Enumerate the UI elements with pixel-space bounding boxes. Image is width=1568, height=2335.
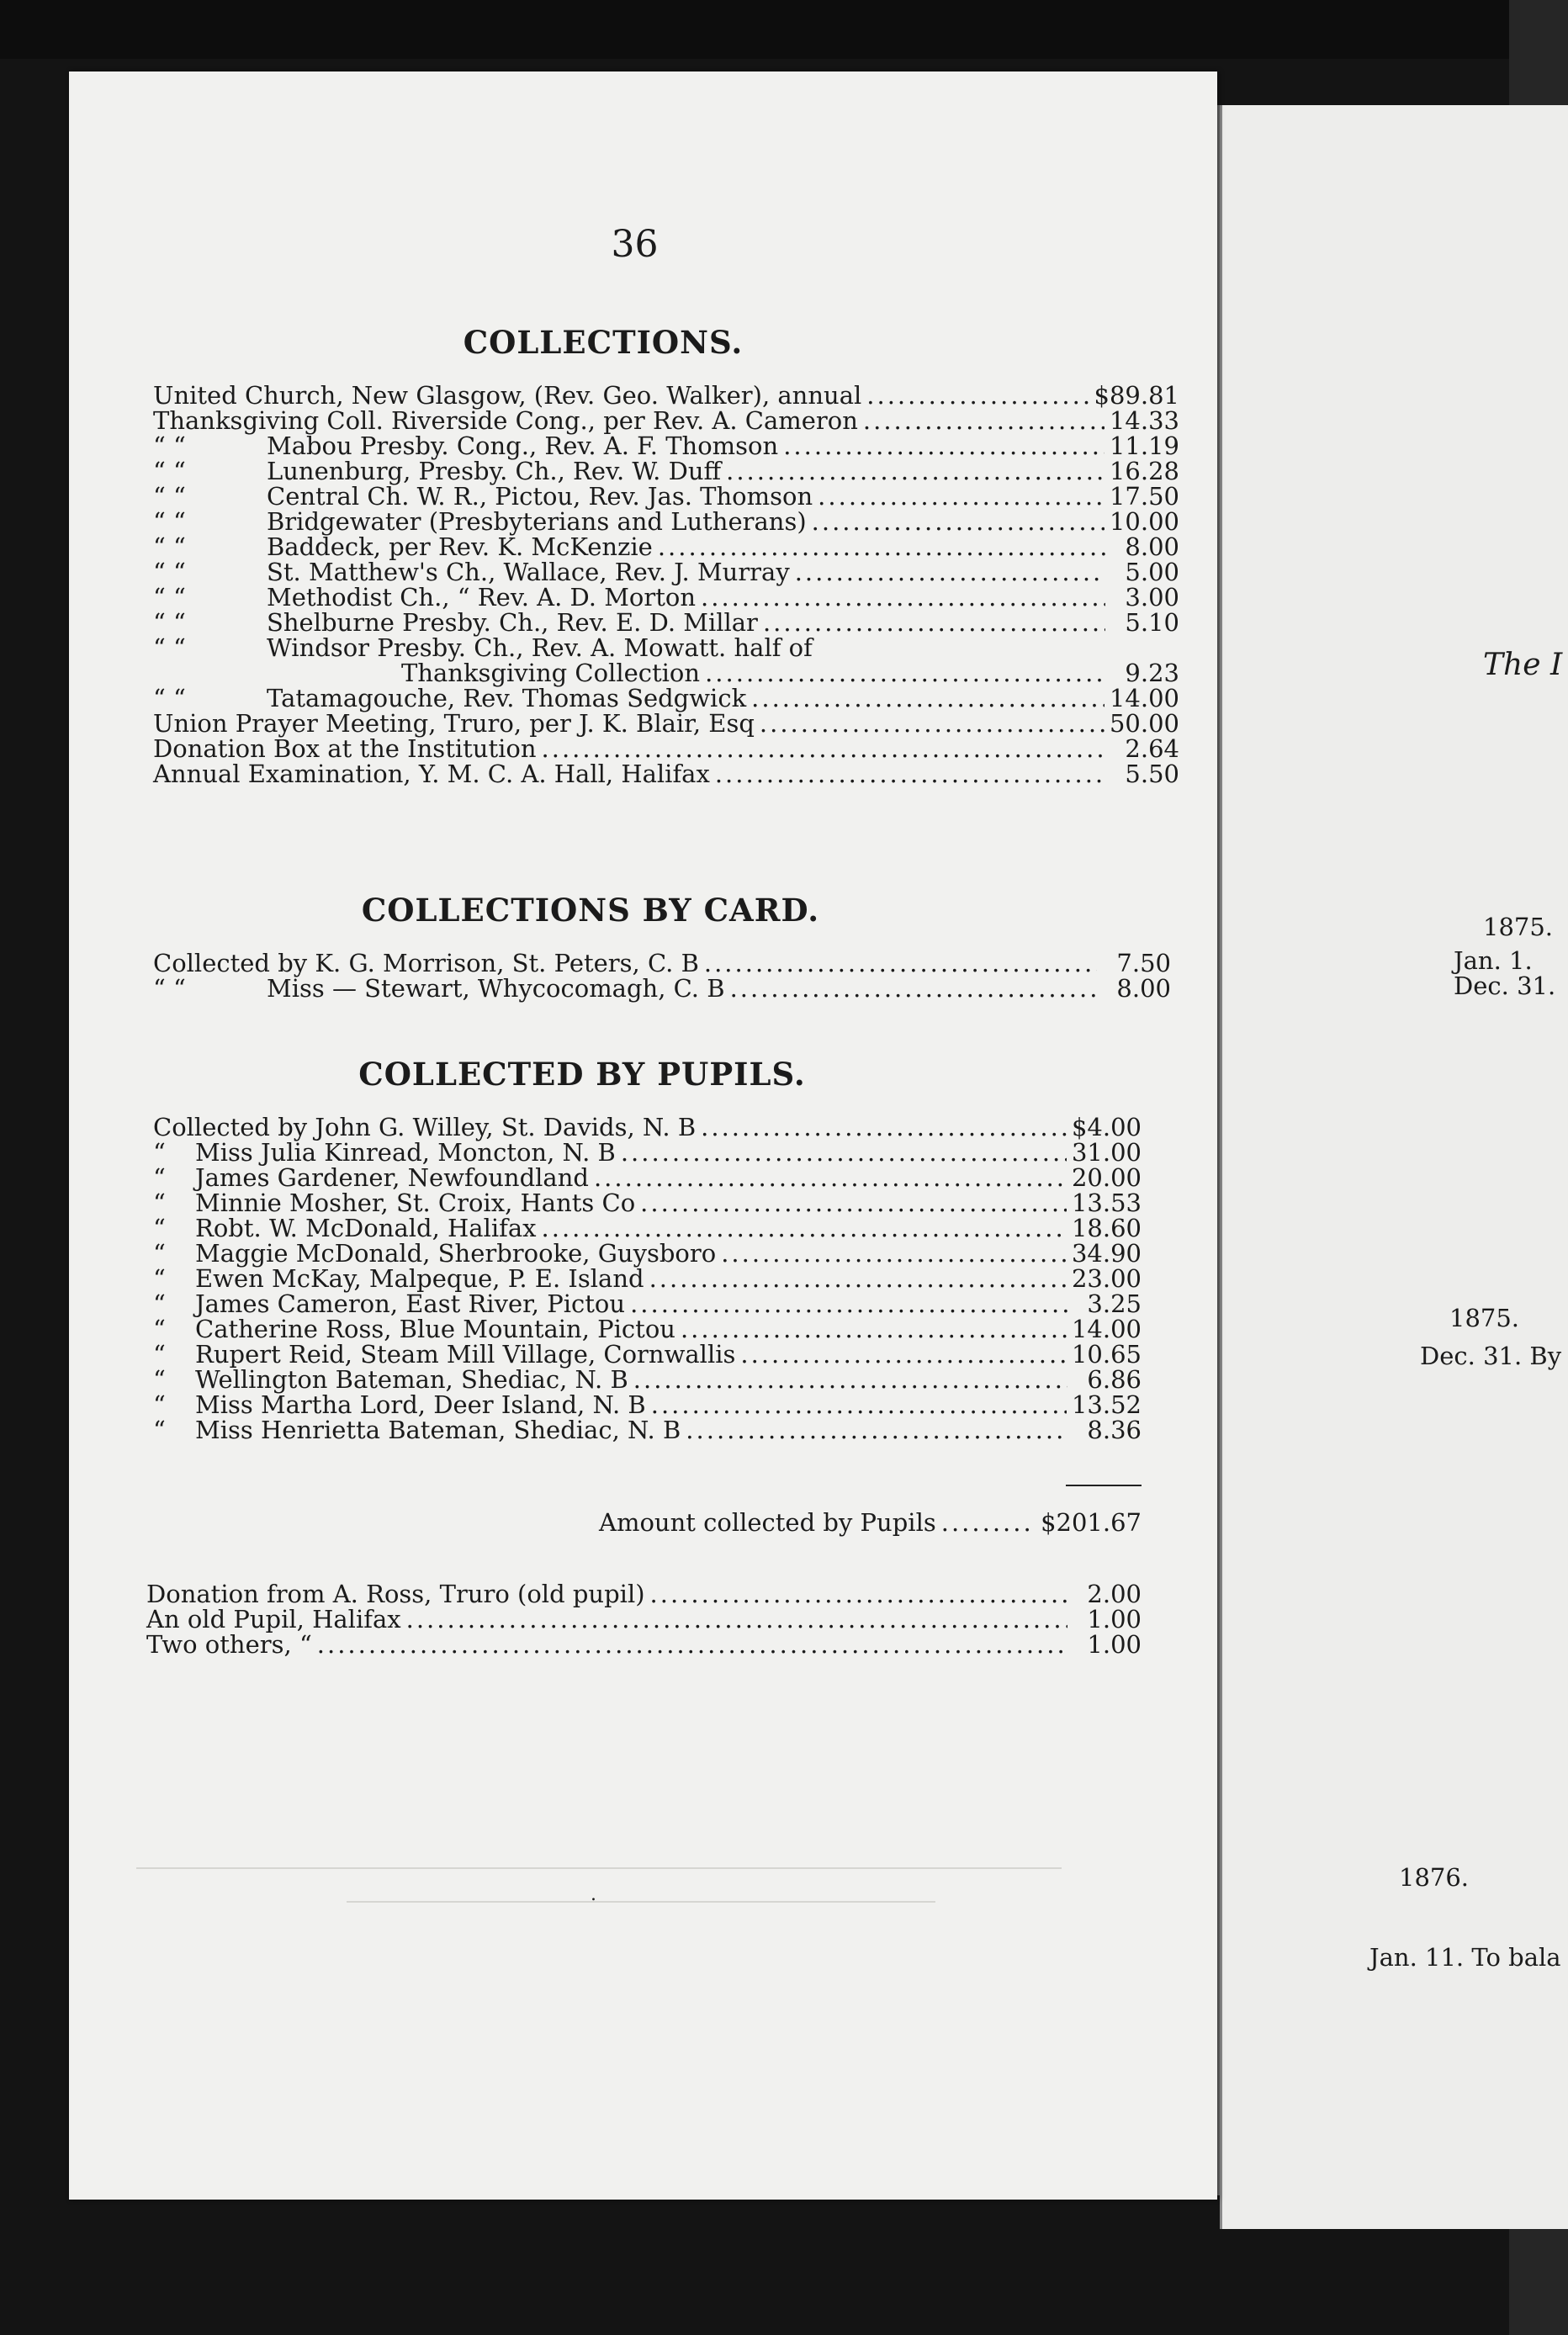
facing-page-row: Dec. 31. By bbox=[1420, 1342, 1562, 1370]
leader-dots bbox=[542, 736, 1105, 761]
ditto-mark: “ “ bbox=[153, 457, 186, 485]
donation-entry bbox=[146, 1581, 1142, 1607]
ditto-mark: “ “ bbox=[153, 633, 186, 662]
entry-amount: $4.00 bbox=[1071, 1113, 1142, 1141]
ditto-mark: “ “ bbox=[153, 974, 186, 1003]
entry-amount: 14.00 bbox=[1071, 1315, 1142, 1343]
ditto-mark: “ “ bbox=[153, 583, 186, 612]
facing-page bbox=[1220, 105, 1568, 2229]
sum-rule bbox=[1066, 1485, 1142, 1486]
entry-label: Union Prayer Meeting, Truro, per J. K. Blair, Esq bbox=[153, 709, 755, 738]
entry-label: Collected by John G. Willey, St. Davids, N. B bbox=[153, 1113, 697, 1141]
collection-entry bbox=[153, 484, 1179, 509]
entry-amount: 13.53 bbox=[1071, 1189, 1142, 1217]
leader-dots bbox=[701, 585, 1105, 610]
entry-amount: 2.00 bbox=[1087, 1580, 1142, 1608]
leader-dots bbox=[751, 686, 1104, 711]
leader-dots bbox=[715, 761, 1105, 786]
page-number: 36 bbox=[611, 223, 659, 266]
collection-entry bbox=[153, 761, 1179, 786]
leader-dots bbox=[941, 1510, 1036, 1535]
entry-label: Methodist Ch., “ Rev. A. D. Morton bbox=[267, 583, 697, 612]
entry-label: Baddeck, per Rev. K. McKenzie bbox=[267, 532, 653, 561]
ditto-mark: “ bbox=[153, 1163, 166, 1192]
entry-label: St. Matthew's Ch., Wallace, Rev. J. Murray bbox=[267, 558, 790, 586]
entry-label: Thanksgiving Coll. Riverside Cong., per Rev. A. Cameron bbox=[153, 406, 858, 435]
leader-dots bbox=[783, 433, 1104, 458]
entry-amount: 3.00 bbox=[1125, 583, 1179, 612]
entry-amount: 20.00 bbox=[1071, 1163, 1142, 1192]
ditto-mark: “ bbox=[153, 1416, 166, 1444]
entry-label: Miss — Stewart, Whycocomagh, C. B bbox=[267, 974, 725, 1003]
entry-label: Miss Henrietta Bateman, Shediac, N. B bbox=[195, 1416, 681, 1444]
collection-entry bbox=[153, 383, 1179, 408]
entry-amount: 9.23 bbox=[1125, 659, 1179, 687]
ditto-mark: “ “ bbox=[153, 432, 186, 460]
leader-dots bbox=[863, 408, 1104, 433]
entry-amount: 14.00 bbox=[1109, 684, 1179, 712]
entry-amount: 34.90 bbox=[1071, 1239, 1142, 1268]
leader-dots bbox=[621, 1140, 1067, 1165]
entry-amount: 5.50 bbox=[1125, 760, 1179, 788]
entry-amount: 8.36 bbox=[1087, 1416, 1142, 1444]
ditto-mark: “ “ bbox=[153, 558, 186, 586]
leader-dots bbox=[649, 1266, 1067, 1291]
pupil-entry bbox=[153, 1165, 1142, 1190]
entry-label: Two others, “ bbox=[146, 1630, 312, 1659]
ditto-mark: “ bbox=[153, 1189, 166, 1217]
leader-dots bbox=[795, 559, 1105, 585]
collection-entry bbox=[153, 660, 1179, 686]
ditto-mark: “ “ bbox=[153, 532, 186, 561]
facing-page-row: Jan. 1. bbox=[1454, 946, 1533, 975]
leader-dots bbox=[406, 1607, 1067, 1632]
bleed-through-line bbox=[136, 1867, 1062, 1869]
entry-label: Bridgewater (Presbyterians and Lutherans) bbox=[267, 507, 807, 536]
entry-label: Windsor Presby. Ch., Rev. A. Mowatt. half of bbox=[267, 633, 813, 662]
facing-page-year: 1875. bbox=[1483, 913, 1554, 941]
leader-dots bbox=[686, 1417, 1067, 1443]
leader-dots bbox=[594, 1165, 1067, 1190]
ditto-mark: “ “ bbox=[153, 507, 186, 536]
pupil-entry bbox=[153, 1241, 1142, 1266]
entry-label: Thanksgiving Collection bbox=[401, 659, 701, 687]
ditto-mark: “ “ bbox=[153, 608, 186, 637]
pupil-entry bbox=[153, 1392, 1142, 1417]
leader-dots bbox=[658, 534, 1105, 559]
ditto-mark: “ bbox=[153, 1239, 166, 1268]
stray-mark: . bbox=[591, 1884, 596, 1905]
pupil-entry bbox=[153, 1266, 1142, 1291]
collection-entry bbox=[153, 610, 1179, 635]
ditto-mark: “ bbox=[153, 1138, 166, 1167]
section-heading-collected-by-pupils: COLLECTED BY PUPILS. bbox=[358, 1056, 806, 1093]
entry-label: Catherine Ross, Blue Mountain, Pictou bbox=[195, 1315, 675, 1343]
leader-dots bbox=[701, 1115, 1067, 1140]
leader-dots bbox=[633, 1367, 1067, 1392]
pupil-entry bbox=[153, 1115, 1142, 1140]
entry-label: Minnie Mosher, St. Croix, Hants Co bbox=[195, 1189, 636, 1217]
facing-page-year: 1875. bbox=[1449, 1304, 1520, 1332]
section-heading-collections: COLLECTIONS. bbox=[463, 324, 744, 361]
entry-amount: $89.81 bbox=[1094, 381, 1179, 410]
entry-label: Robt. W. McDonald, Halifax bbox=[195, 1214, 537, 1242]
ditto-mark: “ “ bbox=[153, 684, 186, 712]
entry-amount: 31.00 bbox=[1071, 1138, 1142, 1167]
entry-amount: 11.19 bbox=[1109, 432, 1179, 460]
entry-label: Annual Examination, Y. M. C. A. Hall, Halifax bbox=[153, 760, 710, 788]
entry-label: James Gardener, Newfoundland bbox=[195, 1163, 589, 1192]
ditto-mark: “ bbox=[153, 1340, 166, 1369]
entry-amount: 10.00 bbox=[1109, 507, 1179, 536]
leader-dots bbox=[705, 660, 1105, 686]
entry-amount: 8.00 bbox=[1116, 974, 1171, 1003]
entry-amount: 8.00 bbox=[1125, 532, 1179, 561]
entry-label: Shelburne Presby. Ch., Rev. E. D. Millar bbox=[267, 608, 758, 637]
entry-label: James Cameron, East River, Pictou bbox=[195, 1289, 626, 1318]
pupil-entry bbox=[153, 1291, 1142, 1316]
collection-entry bbox=[153, 711, 1179, 736]
entry-amount: 5.00 bbox=[1125, 558, 1179, 586]
leader-dots bbox=[726, 458, 1104, 484]
collection-entry bbox=[153, 534, 1179, 559]
collection-entry bbox=[153, 635, 1179, 660]
leader-dots bbox=[640, 1190, 1067, 1215]
ditto-mark: “ bbox=[153, 1214, 166, 1242]
leader-dots bbox=[866, 383, 1089, 408]
facing-page-row: Dec. 31. bbox=[1454, 972, 1556, 1000]
leader-dots bbox=[818, 484, 1104, 509]
leader-dots bbox=[760, 711, 1104, 736]
leader-dots bbox=[681, 1316, 1067, 1342]
entry-label: Miss Martha Lord, Deer Island, N. B bbox=[195, 1390, 646, 1419]
leader-dots bbox=[740, 1342, 1067, 1367]
leader-dots bbox=[651, 1392, 1067, 1417]
ditto-mark: “ bbox=[153, 1264, 166, 1293]
entry-label: Ewen McKay, Malpeque, P. E. Island bbox=[195, 1264, 644, 1293]
facing-page-title-fragment: The I bbox=[1483, 648, 1563, 682]
ditto-mark: “ “ bbox=[153, 482, 186, 511]
donation-entry bbox=[146, 1607, 1142, 1632]
ditto-mark: “ bbox=[153, 1365, 166, 1394]
leader-dots bbox=[704, 950, 1097, 976]
entry-label: Maggie McDonald, Sherbrooke, Guysboro bbox=[195, 1239, 717, 1268]
entry-label: Collected by K. G. Morrison, St. Peters, C. B bbox=[153, 949, 699, 977]
leader-dots bbox=[630, 1291, 1067, 1316]
entry-amount: 17.50 bbox=[1109, 482, 1179, 511]
ditto-mark: “ bbox=[153, 1315, 166, 1343]
entry-label: An old Pupil, Halifax bbox=[146, 1605, 401, 1633]
leader-dots bbox=[650, 1581, 1067, 1607]
pupil-entry bbox=[153, 1342, 1142, 1367]
entry-label: Wellington Bateman, Shediac, N. B bbox=[195, 1365, 628, 1394]
entry-label: Miss Julia Kinread, Moncton, N. B bbox=[195, 1138, 616, 1167]
donation-entry bbox=[146, 1632, 1142, 1657]
collection-entry bbox=[153, 585, 1179, 610]
section-heading-collections-by-card: COLLECTIONS BY CARD. bbox=[361, 892, 820, 929]
collection-entry bbox=[153, 408, 1179, 433]
collection-entry bbox=[153, 736, 1179, 761]
entry-label: Mabou Presby. Cong., Rev. A. F. Thomson bbox=[267, 432, 779, 460]
scan-background-top bbox=[0, 0, 1568, 59]
entry-amount: 16.28 bbox=[1109, 457, 1179, 485]
collection-entry bbox=[153, 458, 1179, 484]
leader-dots bbox=[317, 1632, 1067, 1657]
pupils-total-amount: $201.67 bbox=[1041, 1508, 1142, 1537]
facing-page-year: 1876. bbox=[1399, 1863, 1470, 1892]
entry-amount: 50.00 bbox=[1109, 709, 1179, 738]
pupils-total-label: Amount collected by Pupils bbox=[599, 1508, 936, 1537]
entry-label: Rupert Reid, Steam Mill Village, Cornwallis bbox=[195, 1340, 736, 1369]
entry-amount: 13.52 bbox=[1071, 1390, 1142, 1419]
entry-label: Tatamagouche, Rev. Thomas Sedgwick bbox=[267, 684, 747, 712]
collection-entry bbox=[153, 559, 1179, 585]
collection-entry bbox=[153, 433, 1179, 458]
pupil-entry bbox=[153, 1417, 1142, 1443]
bleed-through-line bbox=[347, 1901, 935, 1903]
entry-label: Donation Box at the Institution bbox=[153, 734, 537, 763]
ditto-mark: “ bbox=[153, 1390, 166, 1419]
entry-amount: 3.25 bbox=[1087, 1289, 1142, 1318]
entry-amount: 23.00 bbox=[1071, 1264, 1142, 1293]
entry-label: Donation from A. Ross, Truro (old pupil) bbox=[146, 1580, 645, 1608]
pupil-entry bbox=[153, 1215, 1142, 1241]
entry-amount: 6.86 bbox=[1087, 1365, 1142, 1394]
card-entry bbox=[153, 950, 1171, 976]
pupil-entry bbox=[153, 1190, 1142, 1215]
pupil-entry bbox=[153, 1316, 1142, 1342]
entry-amount: 2.64 bbox=[1125, 734, 1179, 763]
collection-entry bbox=[153, 686, 1179, 711]
leader-dots bbox=[721, 1241, 1067, 1266]
document-page bbox=[69, 71, 1217, 2200]
leader-dots bbox=[763, 610, 1105, 635]
leader-dots bbox=[730, 976, 1097, 1001]
entry-label: Lunenburg, Presby. Ch., Rev. W. Duff bbox=[267, 457, 722, 485]
entry-label: Central Ch. W. R., Pictou, Rev. Jas. Thomson bbox=[267, 482, 813, 511]
entry-amount: 10.65 bbox=[1071, 1340, 1142, 1369]
card-entry bbox=[153, 976, 1171, 1001]
entry-amount: 1.00 bbox=[1087, 1630, 1142, 1659]
leader-dots bbox=[812, 509, 1104, 534]
entry-amount: 7.50 bbox=[1116, 949, 1171, 977]
collection-entry bbox=[153, 509, 1179, 534]
leader-dots bbox=[542, 1215, 1067, 1241]
entry-label: United Church, New Glasgow, (Rev. Geo. Walker), annual bbox=[153, 381, 862, 410]
entry-amount: 14.33 bbox=[1109, 406, 1179, 435]
pupil-entry bbox=[153, 1140, 1142, 1165]
entry-amount: 5.10 bbox=[1125, 608, 1179, 637]
pupil-entry bbox=[153, 1367, 1142, 1392]
entry-amount: 1.00 bbox=[1087, 1605, 1142, 1633]
entry-amount: 18.60 bbox=[1071, 1214, 1142, 1242]
pupils-total-row bbox=[599, 1510, 1142, 1535]
ditto-mark: “ bbox=[153, 1289, 166, 1318]
facing-page-row: Jan. 11. To bala bbox=[1369, 1943, 1561, 1972]
